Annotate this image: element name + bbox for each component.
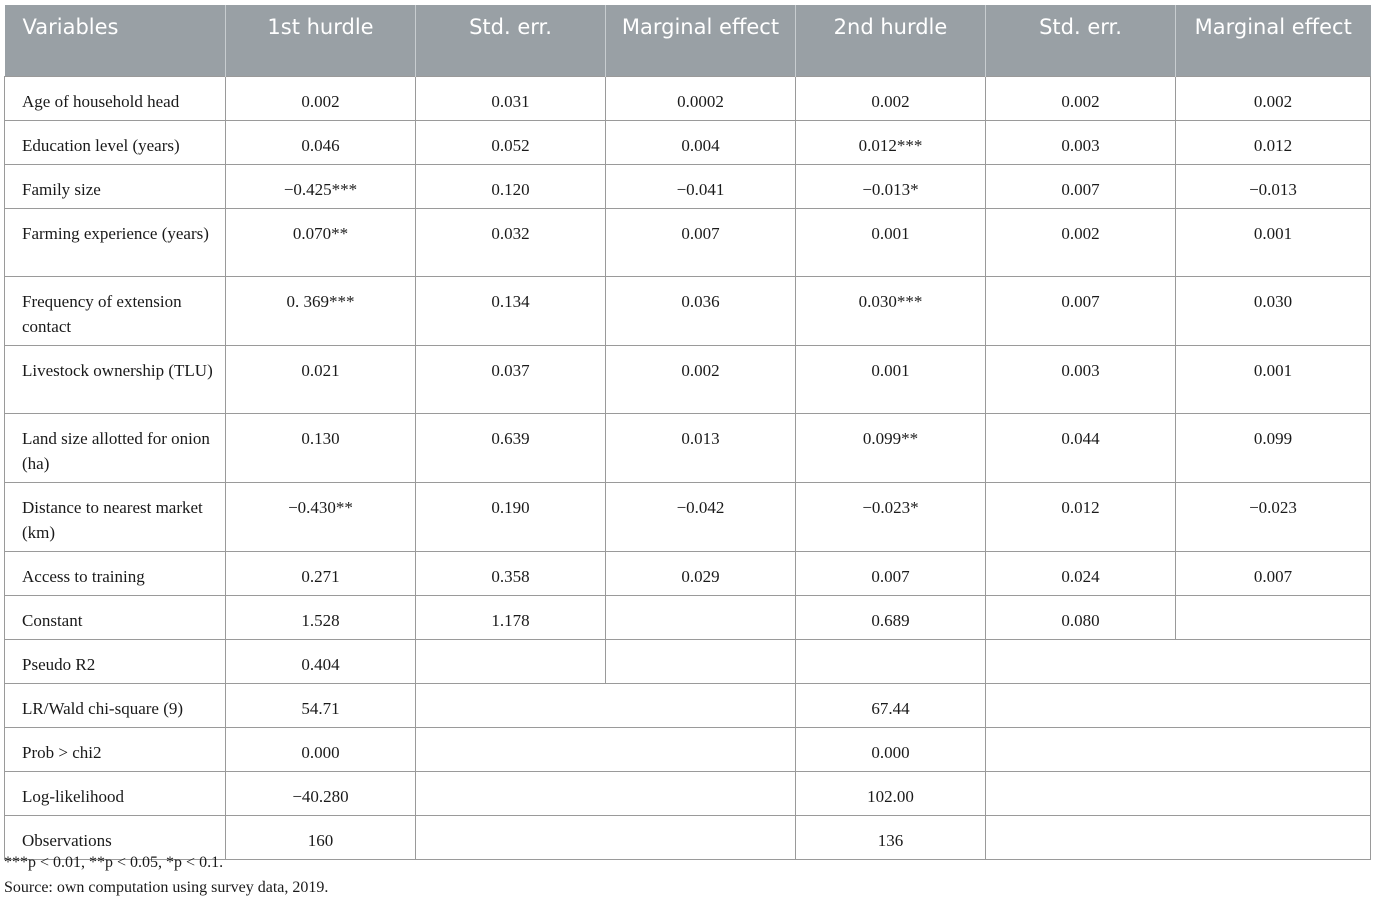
cell-2nd-hurdle: 102.00 [796, 771, 986, 815]
stats-row-loglik [5, 771, 1371, 815]
cell-1st-hurdle: 54.71 [226, 683, 416, 727]
regression-table-container [4, 5, 1371, 860]
cell-2nd-hurdle: 67.44 [796, 683, 986, 727]
empty-cell [606, 639, 796, 683]
row-label: Pseudo R2 [5, 639, 226, 683]
cell-2nd-hurdle: −0.013* [796, 164, 986, 208]
cell-2nd-hurdle: 0.002 [796, 76, 986, 120]
cell-std-err-2: 0.003 [986, 345, 1176, 413]
cell-marginal-2 [1176, 595, 1371, 639]
cell-std-err-1: 0.190 [416, 482, 606, 551]
row-label: Frequency of extension contact [5, 276, 226, 345]
cell-2nd-hurdle: 0.000 [796, 727, 986, 771]
cell-marginal-1: 0.0002 [606, 76, 796, 120]
cell-std-err-1: 1.178 [416, 595, 606, 639]
table-row [5, 164, 1371, 208]
cell-std-err-2: 0.007 [986, 164, 1176, 208]
table-row [5, 482, 1371, 551]
cell-1st-hurdle: 0.130 [226, 413, 416, 482]
row-label: LR/Wald chi-square (9) [5, 683, 226, 727]
cell-1st-hurdle: 0.021 [226, 345, 416, 413]
table-row [5, 208, 1371, 276]
cell-marginal-1: 0.013 [606, 413, 796, 482]
regression-table [4, 5, 1371, 860]
cell-marginal-2: 0.001 [1176, 208, 1371, 276]
cell-2nd-hurdle: 0.030*** [796, 276, 986, 345]
cell-2nd-hurdle: 0.001 [796, 208, 986, 276]
cell-1st-hurdle: 0.000 [226, 727, 416, 771]
cell-2nd-hurdle: 0.001 [796, 345, 986, 413]
empty-cell [796, 639, 986, 683]
cell-std-err-1: 0.134 [416, 276, 606, 345]
empty-cell [416, 815, 796, 859]
cell-marginal-2: −0.013 [1176, 164, 1371, 208]
cell-std-err-1: 0.639 [416, 413, 606, 482]
row-label: Livestock ownership (TLU) [5, 345, 226, 413]
cell-std-err-1: 0.031 [416, 76, 606, 120]
cell-2nd-hurdle: 136 [796, 815, 986, 859]
table-row [5, 120, 1371, 164]
cell-marginal-1: −0.041 [606, 164, 796, 208]
significance-note: ***p < 0.01, **p < 0.05, *p < 0.1. [4, 854, 224, 871]
empty-cell [986, 727, 1371, 771]
table-row [5, 413, 1371, 482]
cell-marginal-1: 0.007 [606, 208, 796, 276]
cell-std-err-2: 0.002 [986, 76, 1176, 120]
row-label: Prob > chi2 [5, 727, 226, 771]
row-label: Observations [5, 815, 226, 859]
empty-cell [986, 639, 1371, 683]
cell-1st-hurdle: 0.404 [226, 639, 416, 683]
cell-marginal-2: 0.001 [1176, 345, 1371, 413]
cell-std-err-1: 0.052 [416, 120, 606, 164]
header-std-err-2: Std. err. [986, 5, 1176, 76]
table-row [5, 76, 1371, 120]
cell-marginal-2: −0.023 [1176, 482, 1371, 551]
cell-1st-hurdle: 0. 369*** [226, 276, 416, 345]
cell-1st-hurdle: 0.070** [226, 208, 416, 276]
cell-std-err-1: 0.032 [416, 208, 606, 276]
row-label: Constant [5, 595, 226, 639]
cell-marginal-1: 0.029 [606, 551, 796, 595]
cell-2nd-hurdle: 0.099** [796, 413, 986, 482]
empty-cell [416, 639, 606, 683]
cell-1st-hurdle: −0.430** [226, 482, 416, 551]
header-std-err-1: Std. err. [416, 5, 606, 76]
cell-2nd-hurdle: 0.689 [796, 595, 986, 639]
cell-marginal-1: 0.002 [606, 345, 796, 413]
cell-1st-hurdle: 0.002 [226, 76, 416, 120]
source-note: Source: own computation using survey data, 2019. [4, 879, 329, 896]
table-row [5, 595, 1371, 639]
cell-2nd-hurdle: 0.007 [796, 551, 986, 595]
cell-1st-hurdle: 0.271 [226, 551, 416, 595]
cell-std-err-2: 0.080 [986, 595, 1176, 639]
row-label: Education level (years) [5, 120, 226, 164]
cell-std-err-2: 0.003 [986, 120, 1176, 164]
empty-cell [416, 771, 796, 815]
cell-marginal-2: 0.030 [1176, 276, 1371, 345]
header-2nd-hurdle: 2nd hurdle [796, 5, 986, 76]
cell-marginal-1: 0.004 [606, 120, 796, 164]
cell-std-err-1: 0.120 [416, 164, 606, 208]
cell-marginal-2: 0.012 [1176, 120, 1371, 164]
header-marginal-effect-2: Marginal effect [1176, 5, 1371, 76]
row-label: Family size [5, 164, 226, 208]
row-label: Access to training [5, 551, 226, 595]
cell-2nd-hurdle: 0.012*** [796, 120, 986, 164]
row-label: Log-likelihood [5, 771, 226, 815]
table-row [5, 276, 1371, 345]
header-1st-hurdle: 1st hurdle [226, 5, 416, 76]
row-label: Farming experience (years) [5, 208, 226, 276]
stats-row-pseudo-r2 [5, 639, 1371, 683]
stats-row-prob [5, 727, 1371, 771]
cell-marginal-2: 0.002 [1176, 76, 1371, 120]
row-label: Land size allotted for onion (ha) [5, 413, 226, 482]
cell-1st-hurdle: 1.528 [226, 595, 416, 639]
header-row [5, 5, 1371, 76]
row-label: Age of household head [5, 76, 226, 120]
empty-cell [986, 815, 1371, 859]
stats-row-lr-wald [5, 683, 1371, 727]
cell-std-err-2: 0.012 [986, 482, 1176, 551]
cell-marginal-1: 0.036 [606, 276, 796, 345]
header-marginal-effect-1: Marginal effect [606, 5, 796, 76]
cell-std-err-2: 0.002 [986, 208, 1176, 276]
table-row [5, 345, 1371, 413]
cell-std-err-1: 0.358 [416, 551, 606, 595]
cell-std-err-1: 0.037 [416, 345, 606, 413]
cell-marginal-1 [606, 595, 796, 639]
cell-std-err-2: 0.024 [986, 551, 1176, 595]
empty-cell [416, 727, 796, 771]
cell-1st-hurdle: 0.046 [226, 120, 416, 164]
header-variables: Variables [5, 5, 226, 76]
cell-1st-hurdle: −0.425*** [226, 164, 416, 208]
empty-cell [986, 683, 1371, 727]
cell-std-err-2: 0.044 [986, 413, 1176, 482]
empty-cell [416, 683, 796, 727]
cell-1st-hurdle: −40.280 [226, 771, 416, 815]
cell-2nd-hurdle: −0.023* [796, 482, 986, 551]
table-row [5, 551, 1371, 595]
cell-std-err-2: 0.007 [986, 276, 1176, 345]
cell-marginal-2: 0.007 [1176, 551, 1371, 595]
cell-1st-hurdle: 160 [226, 815, 416, 859]
cell-marginal-2: 0.099 [1176, 413, 1371, 482]
row-label: Distance to nearest market (km) [5, 482, 226, 551]
cell-marginal-1: −0.042 [606, 482, 796, 551]
empty-cell [986, 771, 1371, 815]
